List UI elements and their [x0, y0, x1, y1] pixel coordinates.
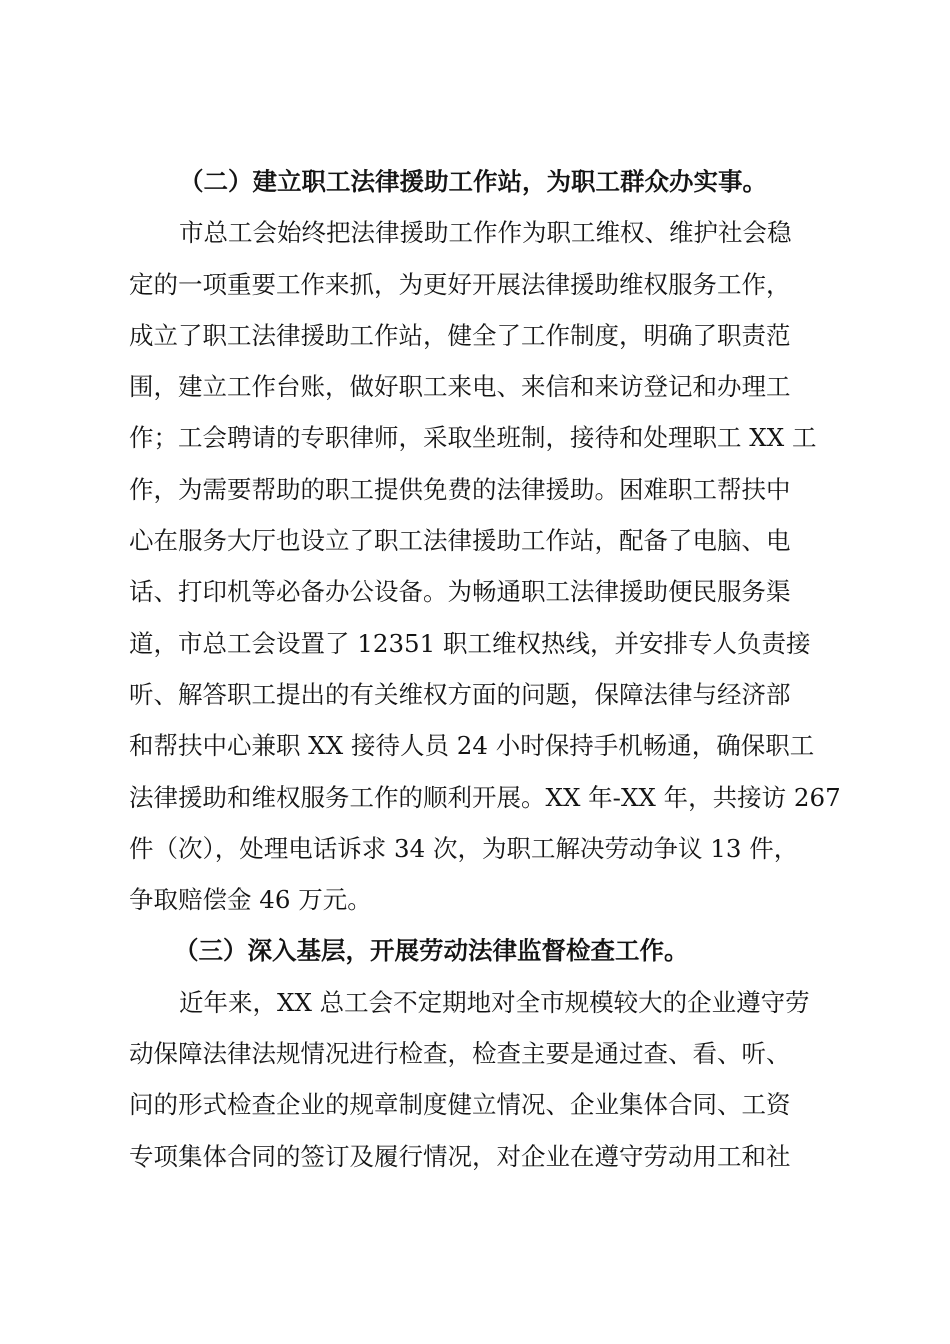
paragraph-1-line: 争取赔偿金 46 万元。 [129, 885, 372, 915]
paragraph-2-line: 问的形式检查企业的规章制度健立情况、企业集体合同、工资 [129, 1090, 791, 1120]
paragraph-1-line: 话、打印机等必备办公设备。为畅通职工法律援助便民服务渠 [129, 577, 791, 607]
paragraph-2-line: 近年来，XX 总工会不定期地对全市规模较大的企业遵守劳 [179, 987, 810, 1017]
paragraph-1-line: 法律援助和维权服务工作的顺利开展。XX 年-XX 年，共接访 267 [129, 782, 841, 812]
paragraph-1-line: 听、解答职工提出的有关维权方面的问题，保障法律与经济部 [129, 679, 791, 709]
paragraph-2-line: 动保障法律法规情况进行检查，检查主要是通过查、看、听、 [129, 1039, 791, 1069]
paragraph-1-line: 和帮扶中心兼职 XX 接待人员 24 小时保持手机畅通，确保职工 [129, 731, 815, 761]
section-heading-3: （三）深入基层，开展劳动法律监督检查工作。 [174, 936, 689, 966]
paragraph-1-line: 成立了职工法律援助工作站，健全了工作制度，明确了职责范 [129, 320, 791, 350]
paragraph-2-line: 专项集体合同的签订及履行情况，对企业在遵守劳动用工和社 [129, 1141, 791, 1171]
section-heading-2: （二）建立职工法律援助工作站，为职工群众办实事。 [179, 167, 767, 196]
paragraph-1-line: 市总工会始终把法律援助工作作为职工维权、维护社会稳 [179, 218, 792, 248]
paragraph-1-line: 道，市总工会设置了 12351 职工维权热线，并安排专人负责接 [129, 628, 811, 658]
paragraph-1-line: 作，为需要帮助的职工提供免费的法律援助。困难职工帮扶中 [129, 474, 791, 504]
paragraph-1-line: 作；工会聘请的专职律师，采取坐班制，接待和处理职工 XX 工 [129, 423, 817, 453]
document-body [129, 156, 839, 1182]
paragraph-1-line: 定的一项重要工作来抓，为更好开展法律援助维权服务工作， [129, 269, 791, 299]
paragraph-1-line: 围，建立工作台账，做好职工来电、来信和来访登记和办理工 [129, 372, 791, 402]
paragraph-1-line: 心在服务大厅也设立了职工法律援助工作站，配备了电脑、电 [129, 526, 791, 556]
paragraph-1-line: 件（次），处理电话诉求 34 次，为职工解决劳动争议 13 件， [129, 833, 799, 863]
